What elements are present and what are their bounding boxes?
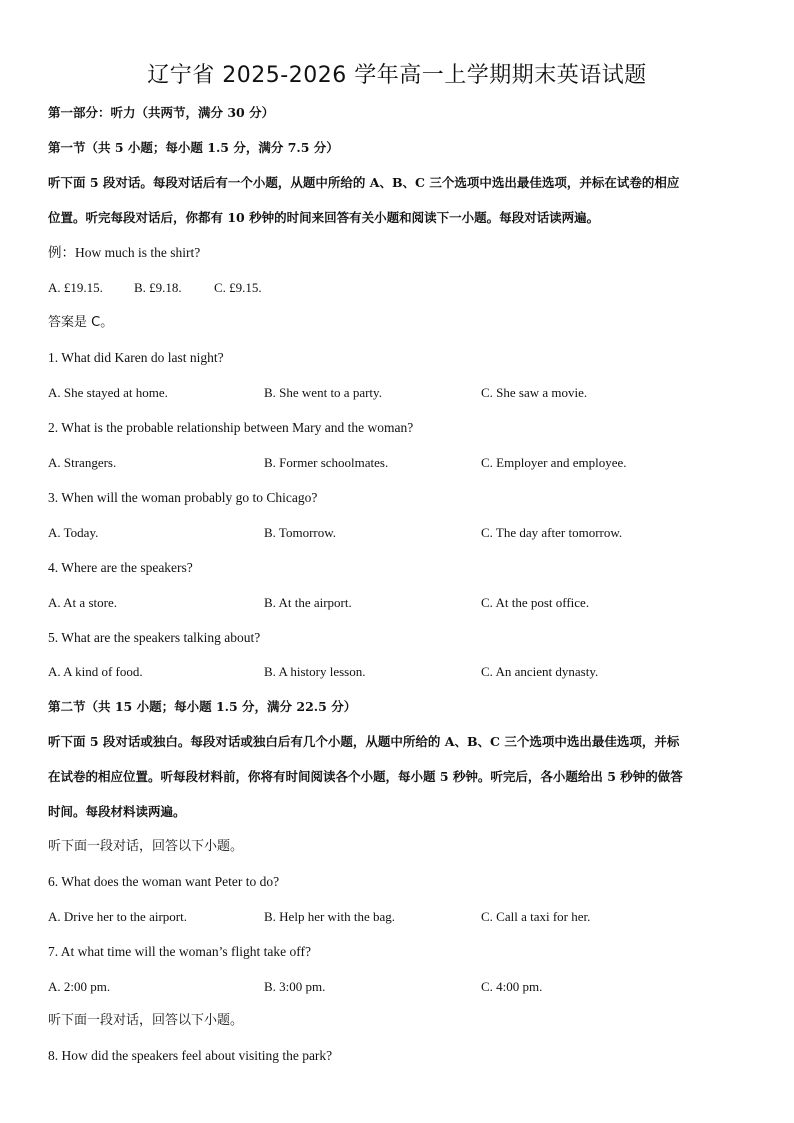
q5-option-c: C. An ancient dynasty. bbox=[481, 664, 599, 679]
example-answer: 答案是 C。 bbox=[48, 315, 114, 330]
q6-option-b: B. Help her with the bag. bbox=[264, 909, 396, 924]
question-8: 8. How did the speakers feel about visiting the park? bbox=[48, 1048, 333, 1063]
question-2: 2. What is the probable relationship between Mary and the woman? bbox=[48, 420, 414, 435]
q1-option-b: B. She went to a party. bbox=[264, 385, 382, 400]
example-option-b: B. £9.18. bbox=[134, 280, 182, 295]
question-3: 3. When will the woman probably go to Chicago? bbox=[48, 490, 318, 505]
q5-option-b: B. A history lesson. bbox=[264, 664, 366, 679]
q5-option-a: A. A kind of food. bbox=[48, 664, 143, 679]
q6-option-c: C. Call a taxi for her. bbox=[481, 909, 591, 924]
section1-heading: 第一节（共 5 小题；每小题 1.5 分，满分 7.5 分） bbox=[48, 140, 339, 155]
q3-option-c: C. The day after tomorrow. bbox=[481, 525, 623, 540]
lead-in-dialogue-1: 听下面一段对话，回答以下小题。 bbox=[48, 839, 244, 854]
q6-option-a: A. Drive her to the airport. bbox=[48, 909, 187, 924]
question-4: 4. Where are the speakers? bbox=[48, 560, 193, 575]
section2-heading: 第二节（共 15 小题；每小题 1.5 分，满分 22.5 分） bbox=[48, 699, 357, 714]
section1-instructions-1: 听下面 5 段对话。每段对话后有一个小题，从题中所给的 A、B、C 三个选项中选出最佳选项，并标在试卷的相应 bbox=[48, 175, 680, 190]
q4-option-c: C. At the post office. bbox=[481, 595, 590, 610]
part1-heading: 第一部分：听力（共两节，满分 30 分） bbox=[48, 105, 275, 120]
q4-option-a: A. At a store. bbox=[48, 595, 117, 610]
question-7: 7. At what time will the woman’s flight take off? bbox=[48, 944, 311, 959]
q1-option-c: C. She saw a movie. bbox=[481, 385, 588, 400]
q2-option-c: C. Employer and employee. bbox=[481, 455, 627, 470]
q7-option-c: C. 4:00 pm. bbox=[481, 979, 543, 994]
example-question: 例：How much is the shirt? bbox=[48, 245, 201, 260]
example-option-a: A. £19.15. bbox=[48, 280, 103, 295]
question-1: 1. What did Karen do last night? bbox=[48, 350, 224, 365]
question-6: 6. What does the woman want Peter to do? bbox=[48, 874, 280, 889]
example-option-c: C. £9.15. bbox=[214, 280, 262, 295]
q1-option-a: A. She stayed at home. bbox=[48, 385, 168, 400]
section2-instructions-1: 听下面 5 段对话或独白。每段对话或独白后有几个小题，从题中所给的 A、B、C 三个选项中选出最佳选项，并标 bbox=[48, 734, 680, 749]
q7-option-a: A. 2:00 pm. bbox=[48, 979, 111, 994]
q3-option-b: B. Tomorrow. bbox=[264, 525, 337, 540]
q2-option-a: A. Strangers. bbox=[48, 455, 117, 470]
q3-option-a: A. Today. bbox=[48, 525, 99, 540]
lead-in-dialogue-2: 听下面一段对话，回答以下小题。 bbox=[48, 1013, 244, 1028]
section1-instructions-2: 位置。听完每段对话后，你都有 10 秒钟的时间来回答有关小题和阅读下一小题。每段对话读两遍。 bbox=[48, 210, 600, 225]
q7-option-b: B. 3:00 pm. bbox=[264, 979, 326, 994]
question-5: 5. What are the speakers talking about? bbox=[48, 630, 261, 645]
q2-option-b: B. Former schoolmates. bbox=[264, 455, 389, 470]
page-title: 辽宁省 2025-2026 学年高一上学期期末英语试题 bbox=[147, 63, 647, 88]
q4-option-b: B. At the airport. bbox=[264, 595, 352, 610]
section2-instructions-3: 时间。每段材料读两遍。 bbox=[48, 804, 186, 819]
section2-instructions-2: 在试卷的相应位置。听每段材料前，你将有时间阅读各个小题，每小题 5 秒钟。听完后，各小题给出 5 秒钟的做答 bbox=[48, 769, 683, 784]
